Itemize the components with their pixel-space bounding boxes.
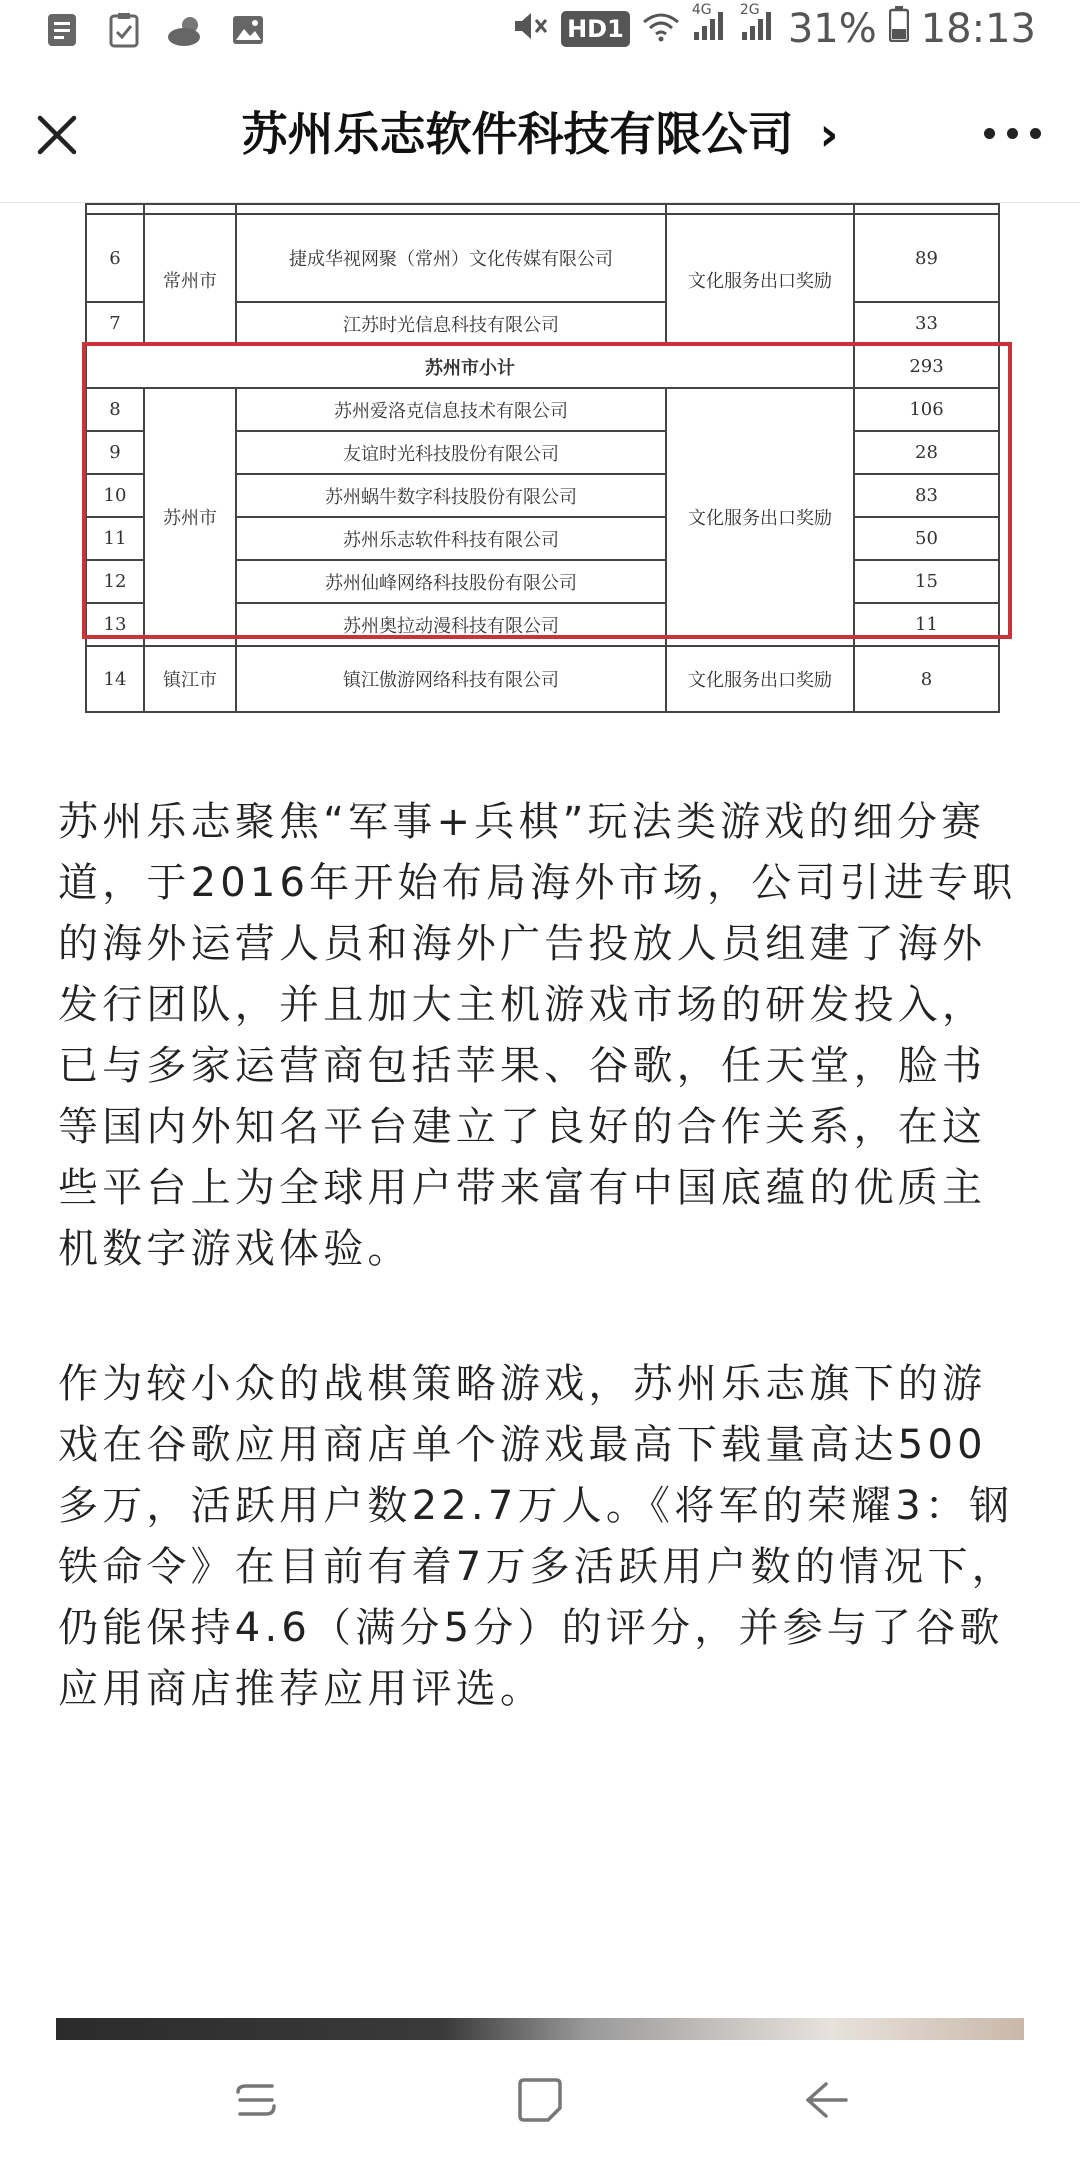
notification-icons (42, 10, 268, 50)
mute-icon (513, 6, 549, 52)
value-cell: 33 (854, 302, 999, 345)
article-paragraph: 作为较小众的战棋策略游戏，苏州乐志旗下的游戏在谷歌应用商店单个游戏最高下载量高达500多万，活跃用户数22.7万人。《将军的荣耀3：钢铁命令》在目前有着7万多活跃用户数的情况下，仍能保持4.6（满分5分）的评分，并参与了谷歌应用商店推荐应用评选。 (58, 1361, 1016, 1712)
company-cell: 苏州乐志软件科技有限公司 (236, 517, 666, 560)
category-cell: 文化服务出口奖励 (666, 646, 854, 712)
hd-badge: HD1 (561, 11, 630, 47)
more-dot-icon (1030, 128, 1041, 139)
value-cell: 15 (854, 560, 999, 603)
category-cell: 文化服务出口奖励 (666, 388, 854, 646)
row-number: 9 (86, 431, 144, 474)
table-image[interactable] (85, 203, 1005, 709)
value-cell: 106 (854, 388, 999, 431)
close-icon (26, 104, 88, 166)
notes-icon (42, 10, 82, 50)
company-cell: 苏州蜗牛数字科技股份有限公司 (236, 474, 666, 517)
back-button[interactable] (796, 2070, 856, 2130)
signal-2g-label: 2G (739, 2, 760, 18)
row-number: 11 (86, 517, 144, 560)
table-row (86, 214, 999, 302)
weather-icon (166, 10, 206, 50)
wifi-icon (642, 6, 680, 52)
more-dot-icon (1007, 128, 1018, 139)
subtotal-label: 苏州市小计 (86, 345, 854, 388)
table-row (86, 388, 999, 431)
system-nav-bar (0, 2040, 1080, 2160)
row-number: 13 (86, 603, 144, 646)
value-cell: 83 (854, 474, 999, 517)
city-cell: 常州市 (144, 214, 236, 345)
signal-4g-label: 4G (691, 2, 712, 18)
company-cell: 镇江傲游网络科技有限公司 (236, 646, 666, 712)
chevron-right-icon: › (819, 107, 839, 161)
signal-icon (691, 2, 728, 52)
value-cell: 89 (854, 214, 999, 302)
table-row (86, 204, 999, 214)
article-paragraph: 苏州乐志聚焦“军事+兵棋”玩法类游戏的细分赛道，于2016年开始布局海外市场，公司引进专职的海外运营人员和海外广告投放人员组建了海外发行团队，并且加大主机游戏市场的研发投入，已与多家运营商包括苹果、谷歌，任天堂，脸书等国内外知名平台建立了良好的合作关系，在这些平台上为全球用户带来富有中国底蕴的优质主机数字游戏体验。 (58, 799, 1017, 1272)
home-icon (510, 2070, 570, 2130)
article-image-partial[interactable] (56, 2018, 1024, 2040)
system-indicators (513, 2, 1036, 52)
signal-icon-2g (739, 2, 776, 52)
battery-percent: 31% (787, 6, 877, 52)
company-cell: 江苏时光信息科技有限公司 (236, 302, 666, 345)
clipboard-check-icon (104, 10, 144, 50)
value-cell: 11 (854, 603, 999, 646)
city-cell: 苏州市 (144, 388, 236, 646)
award-table (85, 203, 1000, 713)
app-header (0, 66, 1080, 203)
row-number: 12 (86, 560, 144, 603)
value-cell: 28 (854, 431, 999, 474)
battery-icon (889, 6, 909, 52)
back-icon (796, 2070, 856, 2130)
more-dot-icon (984, 128, 995, 139)
value-cell: 293 (854, 345, 999, 388)
recent-apps-icon (226, 2070, 286, 2130)
row-number: 10 (86, 474, 144, 517)
value-cell: 50 (854, 517, 999, 560)
account-name: 苏州乐志软件科技有限公司 (241, 107, 794, 161)
page-title[interactable] (150, 98, 930, 164)
company-cell: 苏州奥拉动漫科技有限公司 (236, 603, 666, 646)
article-body (58, 792, 1028, 1794)
row-number: 14 (86, 646, 144, 712)
row-number: 6 (86, 214, 144, 302)
category-cell: 文化服务出口奖励 (666, 214, 854, 345)
row-number: 7 (86, 302, 144, 345)
more-options-button[interactable] (984, 118, 1044, 148)
table-row (86, 646, 999, 712)
company-cell: 友谊时光科技股份有限公司 (236, 431, 666, 474)
city-cell: 镇江市 (144, 646, 236, 712)
image-icon (228, 10, 268, 50)
recent-apps-button[interactable] (226, 2070, 286, 2130)
company-cell: 捷成华视网聚（常州）文化传媒有限公司 (236, 214, 666, 302)
subtotal-row (86, 345, 999, 388)
row-number: 8 (86, 388, 144, 431)
status-bar (0, 0, 1080, 66)
company-cell: 苏州爱洛克信息技术有限公司 (236, 388, 666, 431)
close-button[interactable] (26, 104, 88, 166)
company-cell: 苏州仙峰网络科技股份有限公司 (236, 560, 666, 603)
clock: 18:13 (920, 6, 1036, 52)
home-button[interactable] (510, 2070, 570, 2130)
value-cell: 8 (854, 646, 999, 712)
